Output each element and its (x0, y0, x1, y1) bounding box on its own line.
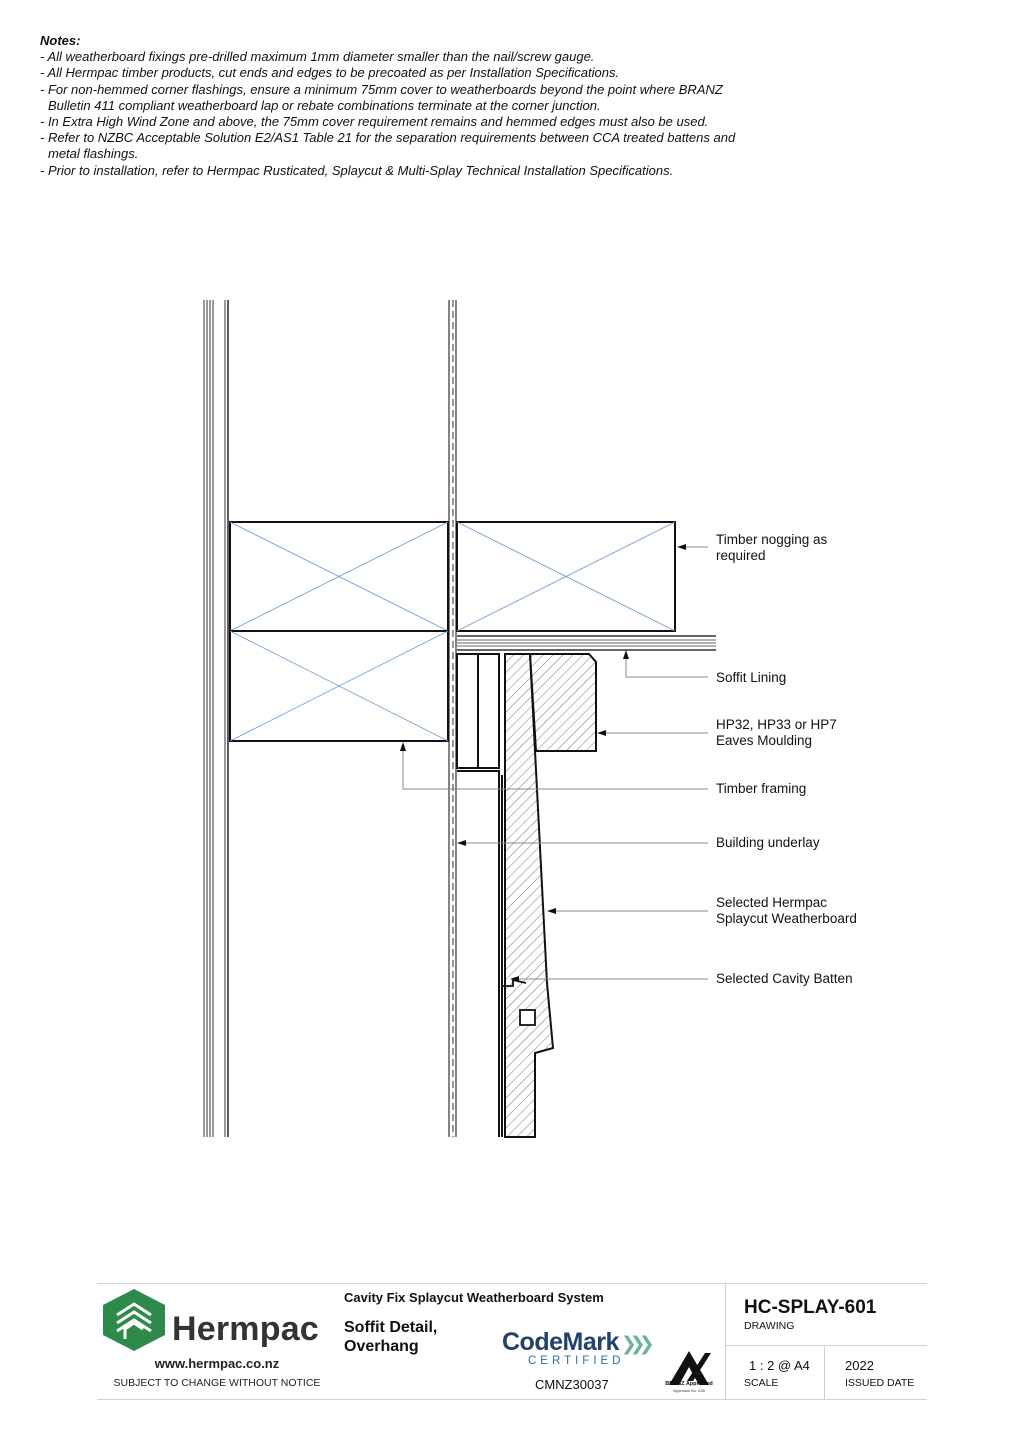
eaves-moulding (530, 654, 596, 751)
codemark-arrows-icon: ❯❯❯ (620, 1334, 648, 1355)
note-item: - All weatherboard fixings pre-drilled maximum 1mm diameter smaller than the nail/screw gauge. (40, 49, 595, 65)
system-title: Cavity Fix Splaycut Weatherboard System (344, 1290, 604, 1305)
website-link[interactable]: www.hermpac.co.nz (154, 1356, 280, 1371)
note-item: - All Hermpac timber products, cut ends and edges to be precoated as per Installation Specifications. (40, 65, 620, 81)
codemark-name: CodeMark (502, 1328, 619, 1356)
note-item: - For non-hemmed corner flashings, ensure a minimum 75mm cover to weatherboards beyond the point where BRANZ Bulletin 411 compliant weatherboard lap or rebate combinations terminate at the corner junction. (40, 81, 723, 113)
label-cavity-batten: Selected Cavity Batten (716, 971, 853, 986)
timber-framing-boxes (230, 522, 448, 741)
interior-lining (204, 300, 228, 1137)
scale-caption: SCALE (744, 1377, 779, 1389)
title-block-divider (725, 1345, 927, 1346)
codemark-number: CMNZ30037 (535, 1377, 609, 1392)
codemark-logo (502, 1328, 662, 1367)
label-timber-nogging: Timber nogging as required (716, 532, 828, 563)
issued-date-caption: ISSUED DATE (845, 1377, 915, 1389)
branz-appraisal-number: Appraisal No. 638 (673, 1388, 705, 1393)
title-block-divider (824, 1345, 825, 1399)
notes-title: Notes: (40, 33, 81, 48)
hermpac-logo-icon (99, 1287, 169, 1353)
underlay-lines (449, 300, 456, 1137)
note-item: - Refer to NZBC Acceptable Solution E2/AS1 Table 21 for the separation requirements between CCA treated battens and metal flashings. (40, 130, 736, 162)
codemark-certified: CERTIFIED (528, 1355, 625, 1367)
drawing-caption: DRAWING (744, 1320, 795, 1332)
cavity-battens (457, 654, 502, 1137)
label-weatherboard: Selected Hermpac Splaycut Weatherboard (716, 895, 857, 926)
branz-appraised-text: BRANZ Appraised (665, 1381, 713, 1387)
scale-value: 1 : 2 @ A4 (749, 1358, 810, 1373)
soffit-lining (457, 636, 716, 650)
label-building-underlay: Building underlay (716, 835, 820, 850)
label-soffit-lining: Soffit Lining (716, 670, 787, 685)
title-block (97, 1283, 927, 1400)
detail-title: Soffit Detail, Overhang (344, 1319, 438, 1355)
note-item: - Prior to installation, refer to Hermpac Rusticated, Splaycut & Multi-Splay Technical Installation Specifications. (40, 162, 674, 178)
brand-name: Hermpac (172, 1310, 319, 1348)
timber-nogging (457, 522, 675, 631)
label-eaves-moulding: HP32, HP33 or HP7 Eaves Moulding (716, 717, 837, 748)
change-notice: SUBJECT TO CHANGE WITHOUT NOTICE (113, 1377, 321, 1389)
issued-date-value: 2022 (845, 1358, 874, 1373)
note-item: - In Extra High Wind Zone and above, the 75mm cover requirement remains and hemmed edges must also be used. (40, 114, 709, 130)
title-block-divider (725, 1284, 726, 1399)
hermpac-logo (97, 1284, 337, 1399)
label-timber-framing: Timber framing (716, 781, 807, 796)
drawing-number: HC-SPLAY-601 (744, 1297, 877, 1318)
